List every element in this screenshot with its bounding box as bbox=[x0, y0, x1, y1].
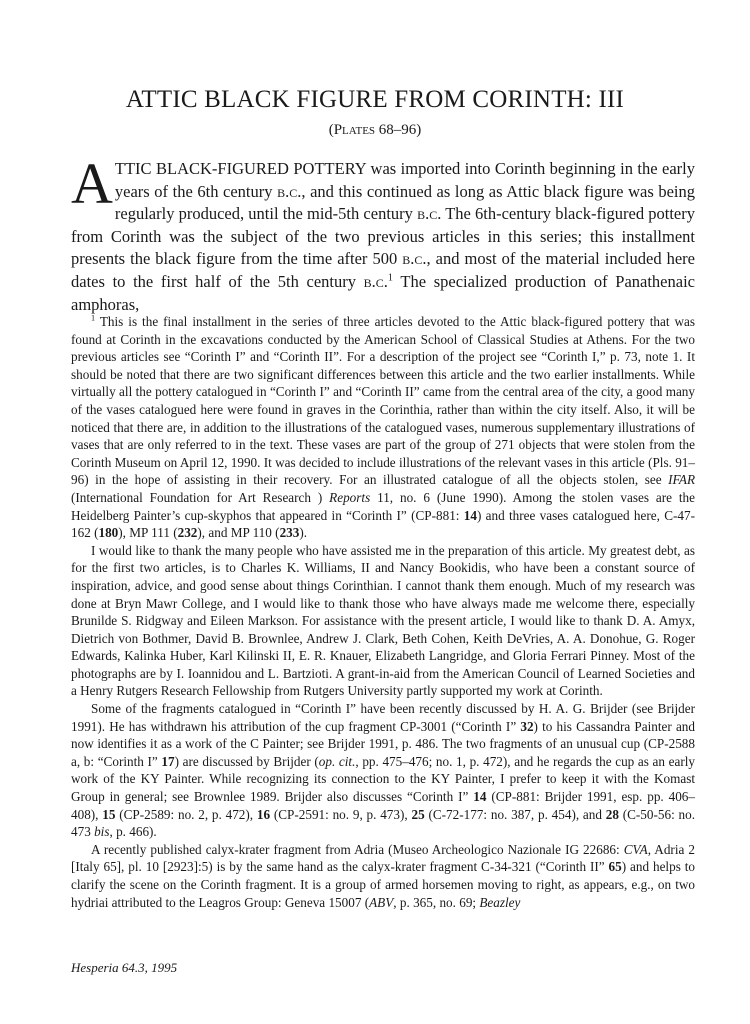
lead-caps: TTIC BLACK-FIGURED POTTERY bbox=[114, 159, 367, 178]
footnote-ref[interactable]: 1 bbox=[387, 272, 394, 284]
footnotes bbox=[71, 313, 695, 911]
footnote-number: 1 bbox=[91, 313, 96, 323]
intro-paragraph: ATTIC BLACK-FIGURED POTTERY was imported into Corinth beginning in the early years of the 6th century b.c., and this continued as long as Attic black figure was being regularly produced, until the mid-5th century b.c. The 6th-century black-figured pottery from Corinth was the subject of the two previous articles in this series; this installment presents the black figure from the time after 500 b.c., and most of the material included here dates to the first half of the 5th century b.c.$^1$ The specialized production of Panathenaic amphoras, bbox=[71, 151, 695, 314]
footnote-1: $^1$ This is the final installment in the series of three articles devoted to the Attic black-figured pottery that was found at Corinth in the excavations conducted by the American School of Classical Studies at Athens. For the two previous articles see “Corinth I” and “Corinth II”. For a description of the project see “Corinth I,” p. 73, note 1. It should be noted that there are two significant differences between this article and the two earlier installments. While virtually all the pottery catalogued in “Corinth I” and “Corinth II” came from the central area of the city, a good many of the vases catalogued here were found in graves in the Corinthia, rather than within the city itself. Also, it will be noticed that there are, in addition to the illustrations of the catalogued vases, numerous supplementary illustrations of vases that are only referred to in the text. These vases are part of the group of 271 objects that were stolen from the Corinth Museum on April 12, 1990. It was decided to include illustrations of the relevant vases in this article (Pls. 91–96) in the hope of assisting in their recovery. For an illustrated catalogue of all the objects stolen, see IFAR (International Foundation for Art Research ) Reports 11, no. 6 (June 1990). Among the stolen vases are the Heidelberg Painter’s cup-skyphos that appeared in “Corinth I” (CP-881: 14) and three vases catalogued here, C-47-162 (180), MP 111 (232), and MP 110 (233). bbox=[71, 313, 695, 541]
adria-paragraph: A recently published calyx-krater fragment from Adria (Museo Archeologico Nazionale IG 22686: CVA, Adria 2 [Italy 65], pl. 10 [2923]:5) is by the same hand as the calyx-krater fragment C-34-321 (“Corinth II” 65) and helps to clarify the scene on the Corinth fragment. It is a group of armed horsemen moving to right, as appears, e.g., on two hydriai attributed to the Leagros Group: Geneva 15007 (ABV, p. 365, no. 69; Beazley bbox=[71, 841, 695, 910]
article-title: ATTIC BLACK FIGURE FROM CORINTH: III bbox=[125, 86, 625, 113]
drop-cap: A bbox=[71, 151, 113, 216]
plates-reference: (Plates 68–96) bbox=[328, 122, 422, 138]
journal-citation: Hesperia 64.3, 1995 bbox=[71, 960, 178, 975]
acknowledgements-paragraph: I would like to thank the many people who have assisted me in the preparation of this article. My greatest debt, as for the first two articles, is to Charles K. Williams, II and Nancy Bookidis, who have been a constant source of inspiration, advice, and good sense about things Corinthian. I cannot thank them enough. Much of my research was done at Bryn Mawr College, and I would like to thank those who have always made me welcome there, especially Brunilde S. Ridgway and Eileen Markson. For assistance with the present article, I would like to thank D. A. Amyx, Dietrich von Bothmer, David B. Brownlee, Andrew J. Clark, Beth Cohen, Keith DeVries, A. A. Donohue, G. Roger Edwards, Kalinka Huber, Karl Kilinski II, E. R. Knauer, Elizabeth Langridge, and Gloria Ferrari Pinney. Most of the photographs are by I. Ioannidou and L. Bartzioti. A grant-in-aid from the American Council of Learned Societies and a Henry Rutgers Research Fellowship from Rutgers University partly supported my work at Corinth. bbox=[71, 542, 695, 699]
brijder-paragraph: Some of the fragments catalogued in “Corinth I” have been recently discussed by H. A. G. Brijder (see Brijder 1991). He has withdrawn his attribution of the cup fragment CP-3001 (“Corinth I” 32) to his Cassandra Painter and now identifies it as a work of the C Painter; see Brijder 1991, p. 486. The two fragments of an unusual cup (CP-2588 a, b: “Corinth I” 17) are discussed by Brijder (op. cit., pp. 475–476; no. 1, p. 472), and he regards the cup as an early work of the KY Painter. While recognizing its connection to the KY Painter, I prefer to keep it with the Komast Group in general; see Brownlee 1989. Brijder also discusses “Corinth I” 14 (CP-881: Brijder 1991, esp. pp. 406–408), 15 (CP-2589: no. 2, p. 472), 16 (CP-2591: no. 9, p. 473), 25 (C-72-177: no. 387, p. 454), and 28 (C-50-56: no. 473 bis, p. 466). bbox=[71, 701, 696, 840]
